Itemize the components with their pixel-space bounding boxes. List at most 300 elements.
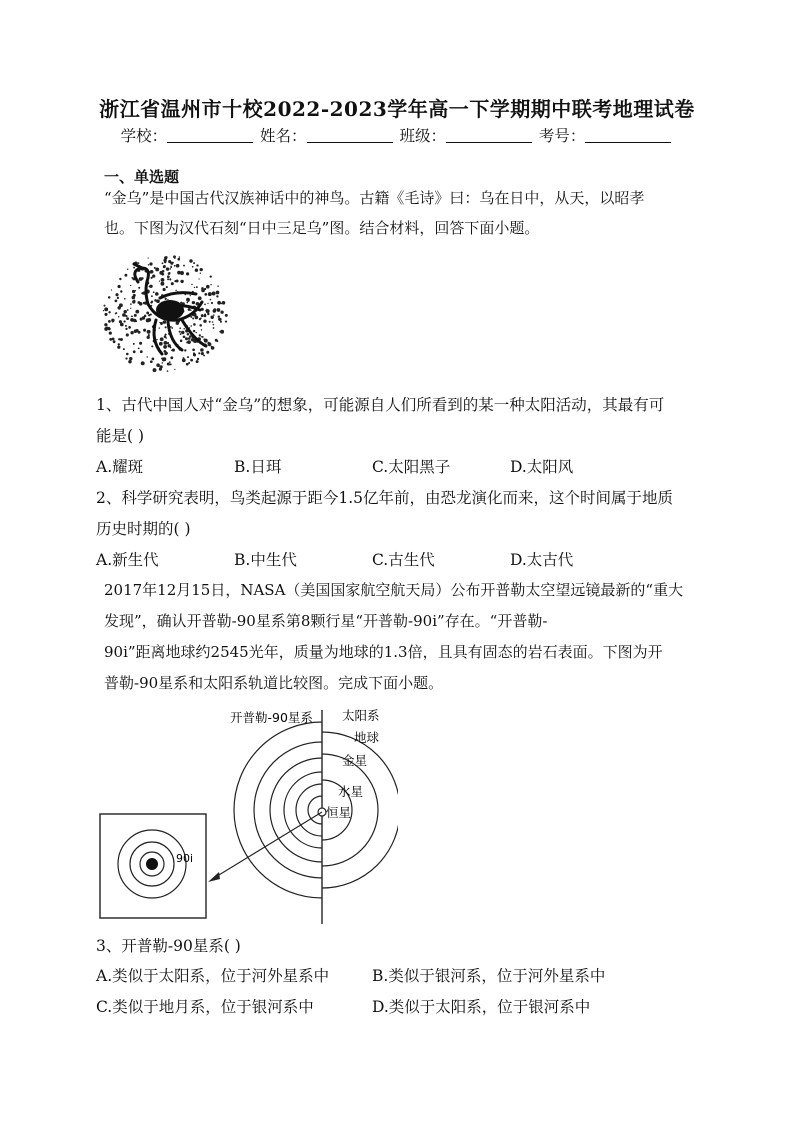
mercury-label: 水星 bbox=[338, 784, 364, 799]
solar-system-title: 太阳系 bbox=[342, 708, 380, 723]
q3-option-d: D.类似于太阳系，位于银河系中 bbox=[372, 998, 591, 1016]
stone-speckle bbox=[169, 268, 171, 270]
stone-speckle bbox=[211, 346, 215, 350]
stone-speckle bbox=[163, 288, 166, 291]
stone-speckle bbox=[160, 282, 164, 286]
stone-speckle bbox=[118, 343, 120, 345]
stone-speckle bbox=[122, 313, 125, 316]
stone-speckle bbox=[156, 299, 160, 303]
stone-speckle bbox=[159, 368, 162, 371]
stone-speckle bbox=[166, 286, 168, 288]
stone-speckle bbox=[109, 331, 112, 334]
stone-speckle bbox=[195, 268, 198, 271]
stone-speckle bbox=[163, 320, 167, 324]
stone-speckle bbox=[206, 309, 210, 313]
stone-speckle bbox=[112, 337, 115, 340]
stone-speckle bbox=[130, 303, 132, 305]
stone-speckle bbox=[147, 257, 148, 258]
stone-speckle bbox=[183, 265, 185, 267]
stone-speckle bbox=[115, 293, 118, 296]
stone-speckle bbox=[147, 330, 151, 334]
stone-speckle bbox=[183, 335, 186, 338]
question-3-line: 3、开普勒-90星系( ) bbox=[96, 937, 241, 955]
stone-speckle bbox=[156, 339, 157, 340]
stone-speckle bbox=[165, 326, 167, 328]
stone-speckle bbox=[130, 318, 134, 322]
question-2-line-1: 2、科学研究表明，鸟类起源于距今1.5亿年前，由恐龙演化而来，这个时间属于地质 bbox=[96, 489, 674, 507]
q1-option-d: D.太阳风 bbox=[510, 458, 574, 476]
stone-speckle bbox=[186, 341, 188, 343]
stone-speckle bbox=[211, 302, 213, 304]
stone-speckle bbox=[160, 337, 164, 341]
stone-speckle bbox=[200, 348, 204, 352]
stone-speckle bbox=[192, 266, 194, 268]
stone-speckle bbox=[143, 329, 146, 332]
stone-speckle bbox=[126, 333, 129, 336]
stone-speckle bbox=[118, 316, 120, 318]
stone-speckle bbox=[174, 369, 175, 370]
exam-number-label: 考号： bbox=[538, 127, 586, 145]
stone-speckle bbox=[165, 334, 167, 336]
stone-speckle bbox=[146, 311, 149, 314]
stone-speckle bbox=[204, 304, 206, 306]
stone-speckle bbox=[199, 324, 202, 327]
stone-speckle bbox=[148, 264, 149, 265]
stone-speckle bbox=[207, 313, 209, 315]
q2-option-c: C.古生代 bbox=[372, 551, 435, 569]
stone-speckle bbox=[177, 258, 180, 261]
stone-speckle bbox=[207, 303, 208, 304]
stone-speckle bbox=[204, 339, 208, 343]
stone-speckle bbox=[153, 291, 155, 293]
stone-speckle bbox=[170, 347, 172, 349]
stone-speckle bbox=[163, 345, 167, 349]
stone-speckle bbox=[187, 356, 189, 358]
stone-speckle bbox=[210, 316, 213, 319]
stone-speckle bbox=[201, 352, 204, 355]
stone-speckle bbox=[134, 300, 136, 302]
stone-speckle bbox=[171, 282, 174, 285]
stone-speckle bbox=[192, 318, 194, 320]
stone-speckle bbox=[125, 328, 127, 330]
stone-speckle bbox=[216, 291, 220, 295]
stone-speckle bbox=[220, 311, 223, 314]
stone-speckle bbox=[115, 312, 117, 314]
stone-speckle bbox=[213, 314, 214, 315]
stone-speckle bbox=[130, 285, 131, 286]
q1-option-c: C.太阳黑子 bbox=[372, 458, 451, 476]
stone-speckle bbox=[206, 351, 209, 354]
stone-speckle bbox=[152, 274, 155, 277]
exam-number-blank bbox=[585, 128, 671, 143]
stone-speckle bbox=[104, 305, 106, 307]
stone-speckle bbox=[133, 343, 135, 345]
stone-speckle bbox=[169, 361, 171, 363]
q3-option-c: C.类似于地月系，位于银河系中 bbox=[96, 998, 314, 1016]
stone-speckle bbox=[117, 297, 119, 299]
passage2-line-1: 2017年12月15日，NASA（美国国家航空航天局）公布开普勒太空望远镜最新的“重大 bbox=[104, 581, 684, 599]
stone-speckle bbox=[135, 290, 136, 291]
stone-speckle bbox=[197, 358, 199, 360]
stone-speckle bbox=[109, 338, 112, 341]
stone-speckle bbox=[153, 368, 157, 372]
stone-speckle bbox=[218, 318, 221, 321]
golden-crow-stone-rubbing-image bbox=[98, 250, 232, 378]
stone-speckle bbox=[159, 342, 163, 346]
stone-speckle bbox=[123, 320, 125, 322]
orbit-comparison-figure bbox=[98, 702, 398, 930]
stone-speckle bbox=[217, 308, 221, 312]
stone-speckle bbox=[218, 315, 220, 317]
stone-speckle bbox=[196, 286, 198, 288]
stone-speckle bbox=[128, 360, 131, 363]
stone-speckle bbox=[115, 300, 118, 303]
stone-speckle bbox=[164, 256, 167, 259]
stone-speckle bbox=[126, 317, 129, 320]
kepler90-orbits bbox=[234, 722, 322, 898]
stone-speckle bbox=[165, 351, 167, 353]
stone-speckle bbox=[130, 308, 131, 309]
stone-speckle bbox=[133, 350, 136, 353]
school-label: 学校： bbox=[120, 127, 168, 145]
stone-speckle bbox=[118, 338, 120, 340]
stone-speckle bbox=[204, 314, 206, 316]
stone-speckle bbox=[118, 285, 121, 288]
stone-speckle bbox=[193, 262, 195, 264]
earth-label: 地球 bbox=[354, 730, 380, 745]
stone-speckle bbox=[162, 362, 164, 364]
stone-speckle bbox=[172, 349, 175, 352]
stone-speckle bbox=[164, 335, 167, 338]
stone-speckle bbox=[179, 331, 181, 333]
stone-speckle bbox=[161, 358, 163, 360]
stone-speckle bbox=[126, 353, 129, 356]
stone-speckle bbox=[212, 321, 214, 323]
stone-speckle bbox=[151, 295, 153, 297]
stone-speckle bbox=[184, 349, 186, 351]
stone-speckle bbox=[161, 278, 165, 282]
stone-speckle bbox=[125, 357, 127, 359]
stone-speckle bbox=[203, 355, 205, 357]
stone-speckle bbox=[203, 320, 206, 323]
stone-speckle bbox=[186, 363, 189, 366]
stone-speckle bbox=[148, 334, 150, 336]
stone-speckle bbox=[103, 310, 104, 311]
stone-speckle bbox=[194, 287, 195, 288]
stone-speckle bbox=[140, 350, 143, 353]
stone-speckle bbox=[193, 352, 195, 354]
stone-speckle bbox=[210, 284, 211, 285]
stone-speckle bbox=[180, 280, 183, 283]
stone-speckle bbox=[169, 278, 171, 280]
stone-speckle bbox=[192, 348, 195, 351]
stone-speckle bbox=[200, 317, 202, 319]
stone-speckle bbox=[149, 262, 152, 265]
stone-speckle bbox=[183, 357, 185, 359]
stone-speckle bbox=[192, 301, 195, 304]
stone-speckle bbox=[139, 302, 143, 306]
stone-speckle bbox=[111, 319, 114, 322]
stone-speckle bbox=[167, 278, 169, 280]
stone-speckle bbox=[217, 301, 221, 305]
stone-speckle bbox=[195, 332, 196, 333]
stone-speckle bbox=[134, 314, 137, 317]
stone-speckle bbox=[106, 327, 109, 330]
stone-speckle bbox=[134, 329, 137, 332]
stone-speckle bbox=[123, 348, 125, 350]
stone-speckle bbox=[201, 336, 202, 337]
stone-speckle bbox=[186, 302, 188, 304]
stone-speckle bbox=[148, 315, 150, 317]
stone-speckle bbox=[174, 265, 176, 267]
stone-speckle bbox=[124, 274, 127, 277]
stone-speckle bbox=[139, 277, 143, 281]
stone-speckle bbox=[144, 315, 147, 318]
stone-speckle bbox=[176, 264, 180, 268]
question-1-line-2: 能是( ) bbox=[96, 427, 145, 445]
stone-speckle bbox=[181, 331, 184, 334]
q3-option-b: B.类似于银河系，位于河外星系中 bbox=[372, 967, 606, 985]
stone-speckle bbox=[149, 285, 152, 288]
stone-speckle bbox=[149, 270, 152, 273]
stone-speckle bbox=[185, 337, 188, 340]
stone-speckle bbox=[105, 324, 107, 326]
stone-speckle bbox=[123, 310, 126, 313]
stone-speckle bbox=[143, 302, 146, 305]
stone-speckle bbox=[193, 323, 196, 326]
stone-speckle bbox=[119, 320, 122, 323]
stone-speckle bbox=[204, 293, 207, 296]
stone-speckle bbox=[156, 363, 160, 367]
stone-speckle bbox=[201, 329, 203, 331]
stone-speckle bbox=[201, 289, 205, 293]
stone-speckle bbox=[166, 267, 169, 270]
stone-speckle bbox=[198, 278, 199, 279]
venus-label: 金星 bbox=[342, 753, 368, 768]
stone-speckle bbox=[188, 300, 190, 302]
stone-speckle bbox=[175, 290, 176, 291]
stone-speckle bbox=[155, 267, 159, 271]
class-blank bbox=[446, 128, 532, 143]
stone-speckle bbox=[163, 341, 167, 345]
stone-speckle bbox=[111, 289, 112, 290]
stone-speckle bbox=[151, 345, 153, 347]
stone-speckle bbox=[199, 334, 201, 336]
stone-speckle bbox=[108, 320, 111, 323]
stone-speckle bbox=[170, 266, 172, 268]
stone-speckle bbox=[196, 264, 198, 266]
stone-speckle bbox=[159, 280, 160, 281]
question-2-line-2: 历史时期的( ) bbox=[96, 520, 191, 538]
q2-option-a: A.新生代 bbox=[96, 551, 159, 569]
stone-speckle bbox=[191, 284, 192, 285]
stone-speckle bbox=[147, 356, 148, 357]
stone-speckle bbox=[198, 352, 200, 354]
kepler90-title: 开普勒-90星系 bbox=[230, 710, 313, 725]
stone-speckle bbox=[225, 314, 228, 317]
q1-option-b: B.日珥 bbox=[234, 458, 282, 476]
school-blank bbox=[167, 128, 253, 143]
stone-speckle bbox=[186, 272, 189, 275]
stone-speckle bbox=[213, 308, 216, 311]
kepler90i-label: 90i bbox=[176, 852, 194, 865]
class-label: 班级： bbox=[399, 127, 446, 145]
stone-speckle bbox=[147, 318, 151, 322]
pointer-arrowhead bbox=[208, 872, 220, 882]
stone-speckle bbox=[170, 363, 172, 365]
stone-speckle bbox=[188, 308, 191, 311]
student-info-line bbox=[0, 124, 794, 146]
stone-speckle bbox=[167, 275, 170, 278]
stone-speckle bbox=[208, 342, 212, 346]
stone-speckle bbox=[124, 298, 126, 300]
passage2-line-2: 发现”，确认开普勒-90星系第8颗行星“开普勒-90i”存在。“开普勒- bbox=[104, 612, 548, 630]
stone-speckle bbox=[180, 340, 183, 343]
stone-speckle bbox=[139, 342, 142, 345]
stone-speckle bbox=[155, 292, 159, 296]
passage2-line-4: 普勒-90星系和太阳系轨道比较图。完成下面小题。 bbox=[104, 674, 444, 692]
stone-speckle bbox=[167, 363, 170, 366]
stone-speckle bbox=[131, 316, 132, 317]
name-blank bbox=[307, 128, 393, 143]
stone-speckle bbox=[216, 295, 218, 297]
stone-speckle bbox=[170, 356, 173, 359]
stone-speckle bbox=[113, 340, 116, 343]
stone-speckle bbox=[133, 267, 135, 269]
stone-speckle bbox=[189, 335, 191, 337]
stone-speckle bbox=[168, 272, 171, 275]
stone-speckle bbox=[162, 262, 164, 264]
stone-speckle bbox=[138, 347, 140, 349]
passage2-line-3: 90i”距离地球约2545光年，质量为地球的1.3倍，且具有固态的岩石表面。下图为开 bbox=[104, 643, 663, 661]
q2-option-b: B.中生代 bbox=[234, 551, 297, 569]
stone-speckle bbox=[167, 342, 169, 344]
stone-speckle bbox=[167, 299, 168, 300]
stone-speckle bbox=[150, 360, 153, 363]
stone-speckle bbox=[216, 340, 218, 342]
stone-speckle bbox=[200, 268, 203, 271]
stone-speckle bbox=[209, 321, 211, 323]
stone-speckle bbox=[130, 331, 133, 334]
stone-speckle bbox=[159, 271, 163, 275]
stone-speckle bbox=[138, 287, 140, 289]
stone-speckle bbox=[190, 359, 193, 362]
stone-speckle bbox=[177, 271, 181, 275]
stone-speckle bbox=[135, 310, 139, 314]
stone-speckle bbox=[179, 327, 181, 329]
stone-speckle bbox=[125, 325, 127, 327]
stone-speckle bbox=[189, 259, 192, 262]
stone-speckle bbox=[138, 262, 140, 264]
q3-option-a: A.类似于太阳系，位于河外星系中 bbox=[96, 967, 330, 985]
stone-speckle bbox=[171, 327, 173, 329]
stone-speckle bbox=[125, 315, 127, 317]
passage1-line-1: “金乌”是中国古代汉族神话中的神鸟。古籍《毛诗》曰：乌在日中，从天，以昭孝 bbox=[104, 189, 645, 207]
stone-speckle bbox=[225, 321, 227, 323]
stone-speckle bbox=[212, 292, 216, 296]
inset-star-dot bbox=[146, 858, 158, 870]
star-label: 恒星 bbox=[326, 805, 352, 820]
stone-speckle bbox=[180, 333, 182, 335]
stone-speckle bbox=[159, 327, 160, 328]
stone-speckle bbox=[220, 321, 222, 323]
stone-speckle bbox=[131, 296, 135, 300]
stone-speckle bbox=[104, 313, 107, 316]
stone-speckle bbox=[210, 294, 211, 295]
stone-speckle bbox=[117, 346, 120, 349]
stone-speckle bbox=[193, 330, 195, 332]
stone-speckle bbox=[165, 298, 167, 300]
stone-speckle bbox=[202, 336, 204, 338]
stone-speckle bbox=[127, 309, 129, 311]
stone-speckle bbox=[150, 302, 152, 304]
stone-speckle bbox=[129, 357, 132, 360]
question-1-line-1: 1、古代中国人对“金乌”的想象，可能源自人们所看到的某一种太阳活动，其最有可 bbox=[96, 396, 665, 414]
stone-speckle bbox=[120, 290, 122, 292]
stone-speckle bbox=[163, 265, 166, 268]
stone-speckle bbox=[221, 303, 222, 304]
stone-speckle bbox=[167, 370, 169, 372]
stone-speckle bbox=[206, 309, 207, 310]
stone-speckle bbox=[128, 326, 131, 329]
stone-speckle bbox=[174, 258, 175, 259]
stone-speckle bbox=[172, 262, 174, 264]
stone-speckle bbox=[198, 296, 202, 300]
stone-speckle bbox=[206, 285, 210, 289]
stone-speckle bbox=[132, 290, 135, 293]
stone-speckle bbox=[104, 307, 108, 311]
stone-speckle bbox=[210, 275, 212, 277]
stone-speckle bbox=[213, 327, 215, 329]
name-label: 姓名： bbox=[260, 127, 307, 145]
stone-speckle bbox=[190, 295, 191, 296]
stone-speckle bbox=[213, 324, 215, 326]
stone-speckle bbox=[140, 318, 143, 321]
q2-option-d: D.太古代 bbox=[510, 551, 574, 569]
stone-speckle bbox=[127, 268, 128, 269]
stone-speckle bbox=[219, 331, 221, 333]
stone-speckle bbox=[171, 350, 172, 351]
section-heading: 一、单选题 bbox=[104, 168, 180, 186]
stone-speckle bbox=[117, 306, 120, 309]
stone-speckle bbox=[190, 325, 192, 327]
stone-speckle bbox=[217, 285, 218, 286]
stone-speckle bbox=[108, 311, 110, 313]
stone-speckle bbox=[135, 320, 137, 322]
stone-speckle bbox=[151, 277, 153, 279]
stone-speckle bbox=[159, 322, 160, 323]
stone-speckle bbox=[210, 299, 212, 301]
stone-speckle bbox=[195, 316, 199, 320]
passage1-line-2: 也。下图为汉代石刻“日中三足乌”图。结合材料，回答下面小题。 bbox=[104, 219, 540, 237]
stone-speckle bbox=[196, 360, 199, 363]
stone-speckle bbox=[179, 256, 181, 258]
stone-speckle bbox=[183, 328, 185, 330]
stone-speckle bbox=[191, 338, 195, 342]
stone-speckle bbox=[141, 361, 145, 365]
stone-speckle bbox=[176, 280, 179, 283]
stone-speckle bbox=[138, 331, 141, 334]
stone-speckle bbox=[108, 296, 111, 299]
stone-speckle bbox=[147, 336, 150, 339]
q1-option-a: A.耀斑 bbox=[96, 458, 144, 476]
stone-speckle bbox=[152, 358, 155, 361]
stone-speckle bbox=[201, 314, 204, 317]
exam-title: 浙江省温州市十校2022-2023学年高一下学期期中联考地理试卷 bbox=[99, 97, 695, 121]
stone-speckle bbox=[119, 278, 121, 280]
stone-speckle bbox=[187, 333, 190, 336]
stone-speckle bbox=[200, 272, 201, 273]
